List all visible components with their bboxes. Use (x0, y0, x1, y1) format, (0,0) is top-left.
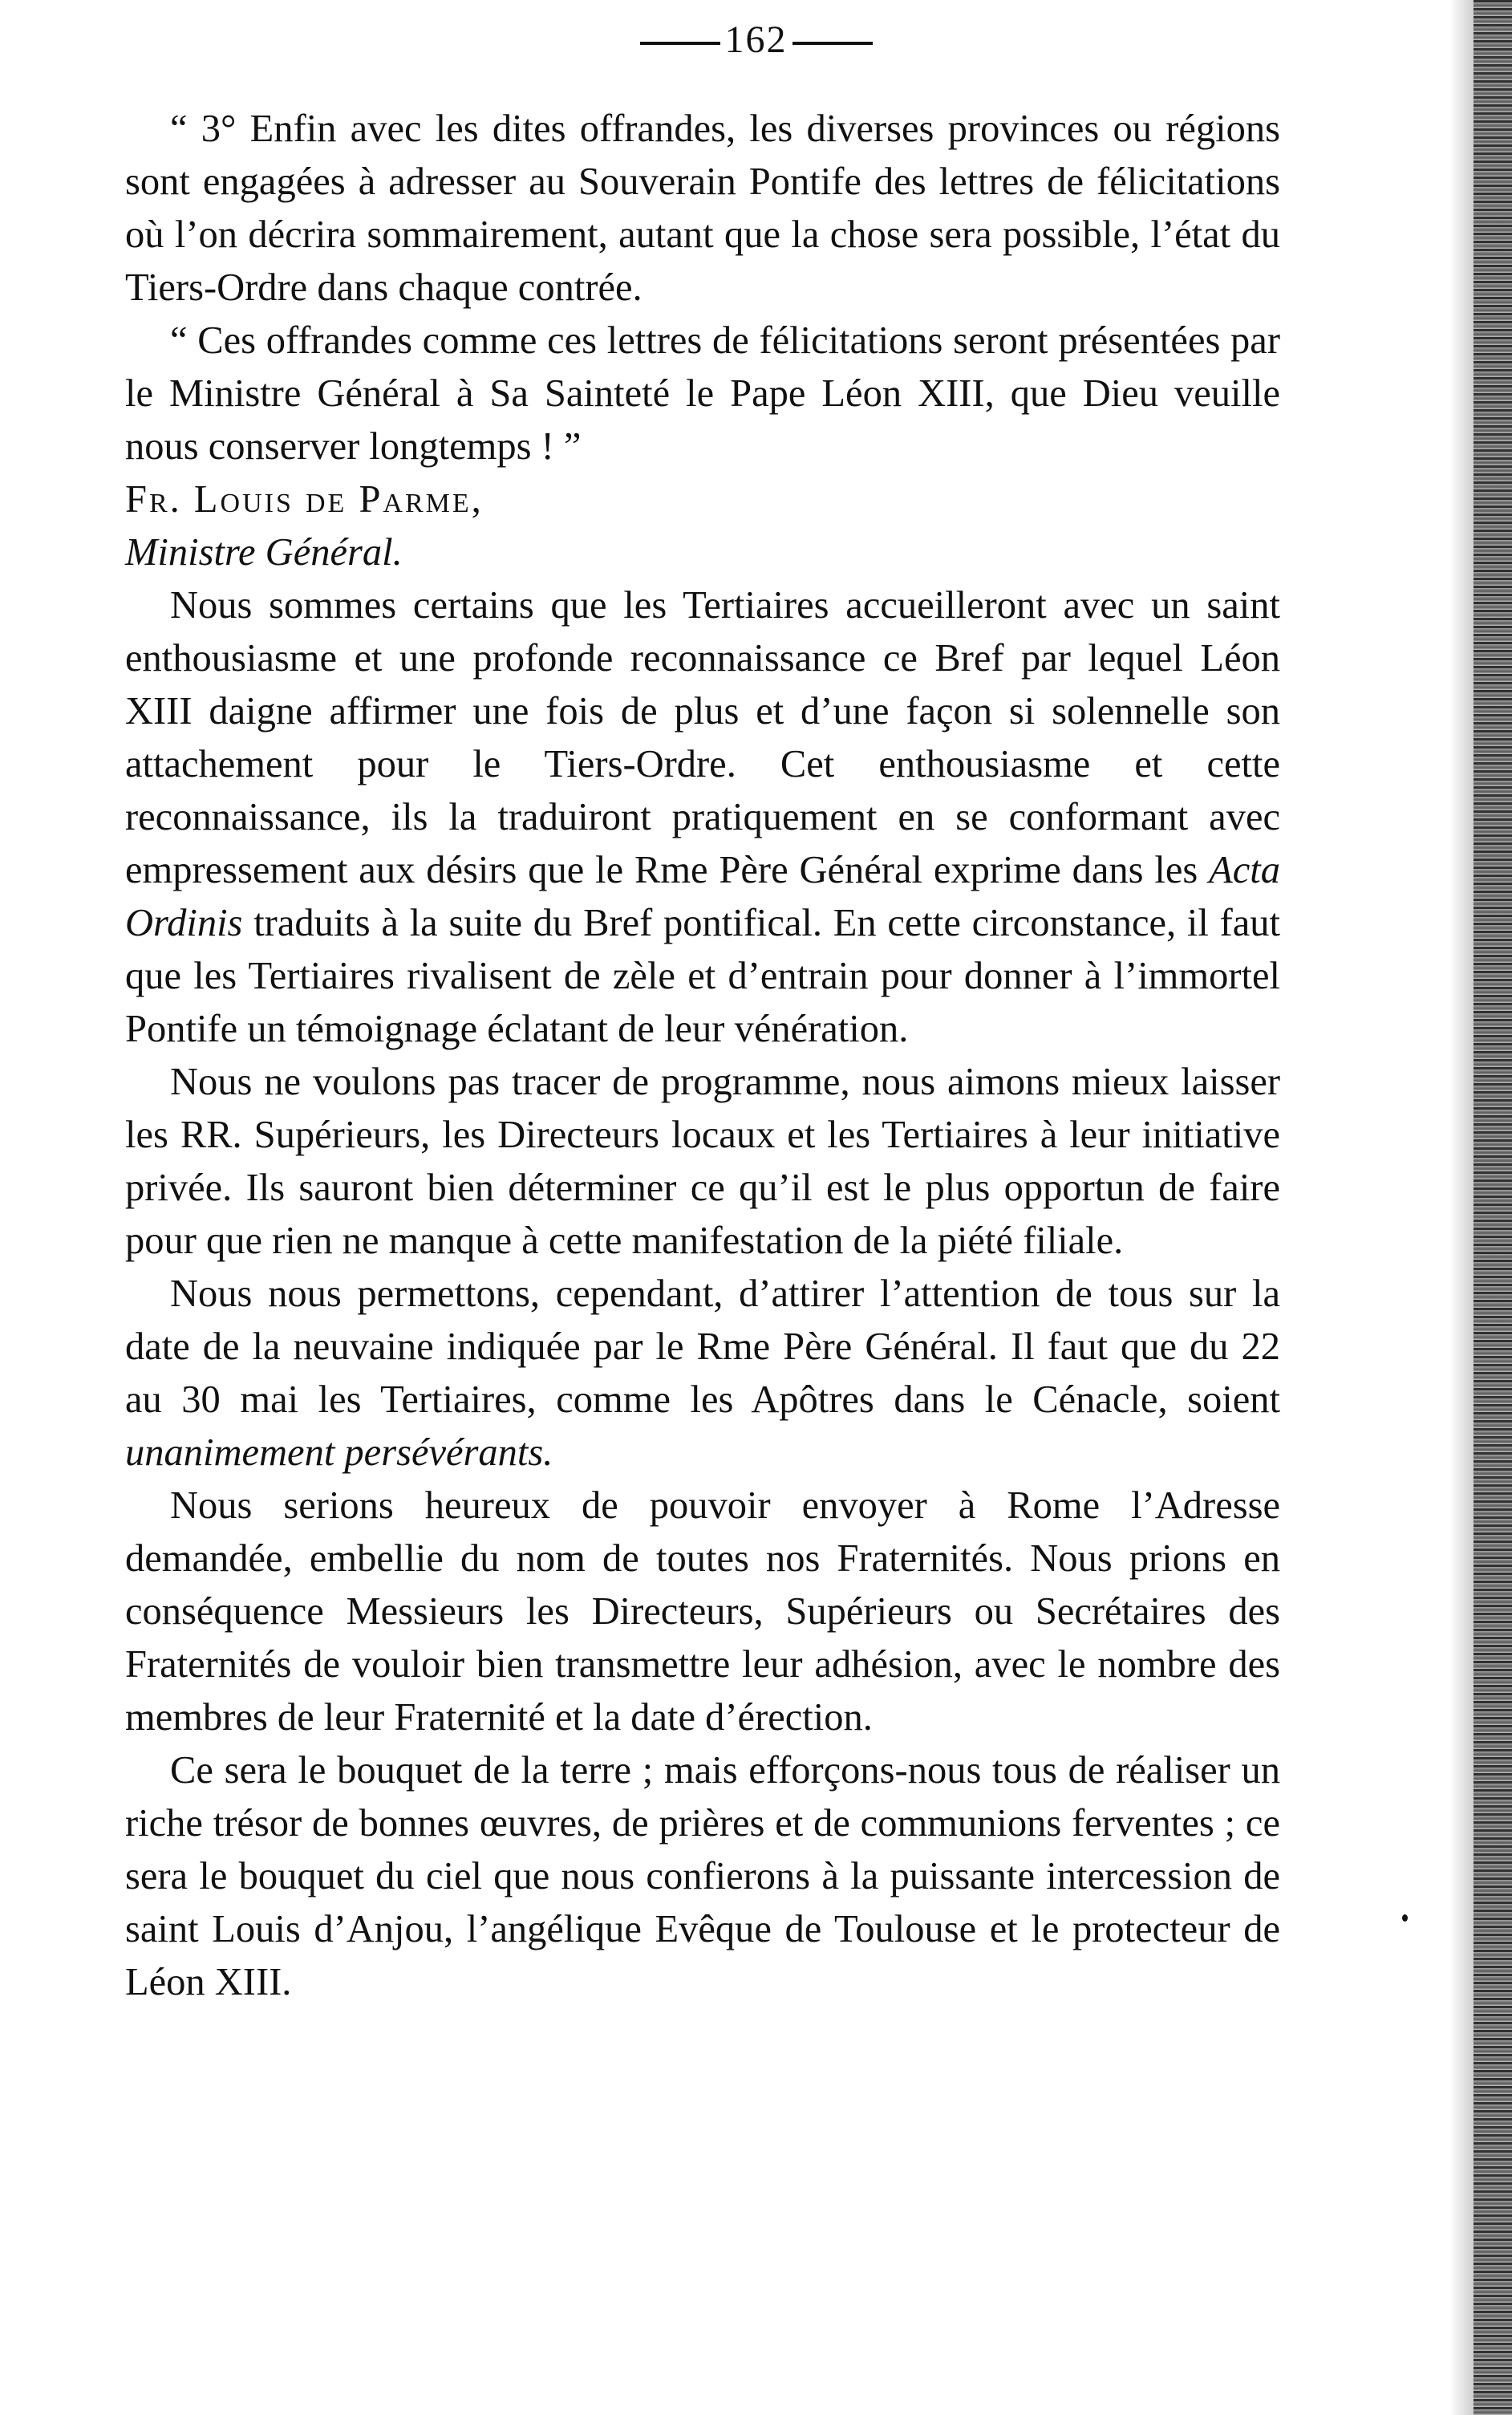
page-edge-binding (1473, 0, 1512, 2415)
acta-ordinis-title: Acta Ordinis (125, 849, 1280, 944)
paragraph-tertiaires-text-1: Nous sommes certains que les Tertiaires accueilleront avec un saint enthousiasme et une profonde reconnaissance ce Bref par lequel Léon XIII daigne affirmer une fois de plus et d’une façon si solennelle son attachement pour le Tiers-Ordre. Cet enthousiasme et cette reconnaissance, ils la traduiront pratiquement en se conformant avec empressement aux désirs que le Rme Père Général exprime dans les (125, 584, 1280, 891)
paragraph-tertiaires (125, 579, 1280, 1056)
paragraph-quote-lettres: “ Ces offrandes comme ces lettres de félicitations seront présentées par le Ministre Général à Sa Sainteté le Pape Léon XIII, que Dieu veuille nous conserver longtemps ! ” (125, 319, 1280, 468)
header-rule-right (792, 42, 873, 45)
signature-name: Fr. Louis de Parme, (125, 478, 484, 521)
page-body (125, 103, 1280, 2009)
page-edge-shadow (1449, 0, 1473, 2415)
unanimement-perseverants: unanimement persévérants. (125, 1431, 553, 1474)
paragraph-quote-offrandes: “ 3° Enfin avec les dites offrandes, les diverses provinces ou régions sont engagées à adresser au Souverain Pontife des lettres de félicitations où l’on décrira sommairement, autant que la chose sera possible, l’état du Tiers-Ordre dans chaque contrée. (125, 108, 1280, 309)
paragraph-adresse: Nous serions heureux de pouvoir envoyer à Rome l’Adresse demandée, embellie du nom de toutes nos Fraternités. Nous prions en conséquence Messieurs les Directeurs, Supérieurs ou Secrétaires des Fraternités de vouloir bien transmettre leur adhésion, avec le nombre des membres de leur Fraternité et la date d’érection. (125, 1484, 1280, 1739)
paragraph-tertiaires-text-2: traduits à la suite du Bref pontifical. En cette circonstance, il faut que les Tertiaires rivalisent de zèle et d’entrain pour donner à l’immortel Pontife un témoignage éclatant de leur vénération. (125, 902, 1280, 1050)
header-rule-left (640, 42, 720, 45)
paragraph-bouquet: Ce sera le bouquet de la terre ; mais efforçons-nous tous de réaliser un riche trésor de bonnes œuvres, de prières et de communions ferventes ; ce sera le bouquet du ciel que nous confierons à la puissante intercession de saint Louis d’Anjou, l’angélique Evêque de Toulouse et le protecteur de Léon XIII. (125, 1749, 1280, 2003)
paragraph-programme: Nous ne voulons pas tracer de programme, nous aimons mieux laisser les RR. Supérieurs, les Directeurs locaux et les Tertiaires à leur initiative privée. Ils sauront bien déterminer ce qu’il est le plus opportun de faire pour que rien ne manque à cette manifestation de la piété filiale. (125, 1061, 1280, 1262)
ink-speck (1402, 1914, 1408, 1922)
signature-title: Ministre Général. (125, 531, 403, 574)
paragraph-neuvaine (125, 1268, 1280, 1479)
page-header (0, 18, 1512, 62)
paragraph-neuvaine-text: Nous nous permettons, cependant, d’attirer l’attention de tous sur la date de la neuvaine indiquée par le Rme Père Général. Il faut que du 22 au 30 mai les Tertiaires, comme les Apôtres dans le Cénacle, soient (125, 1272, 1280, 1421)
page-number: 162 (724, 18, 788, 61)
